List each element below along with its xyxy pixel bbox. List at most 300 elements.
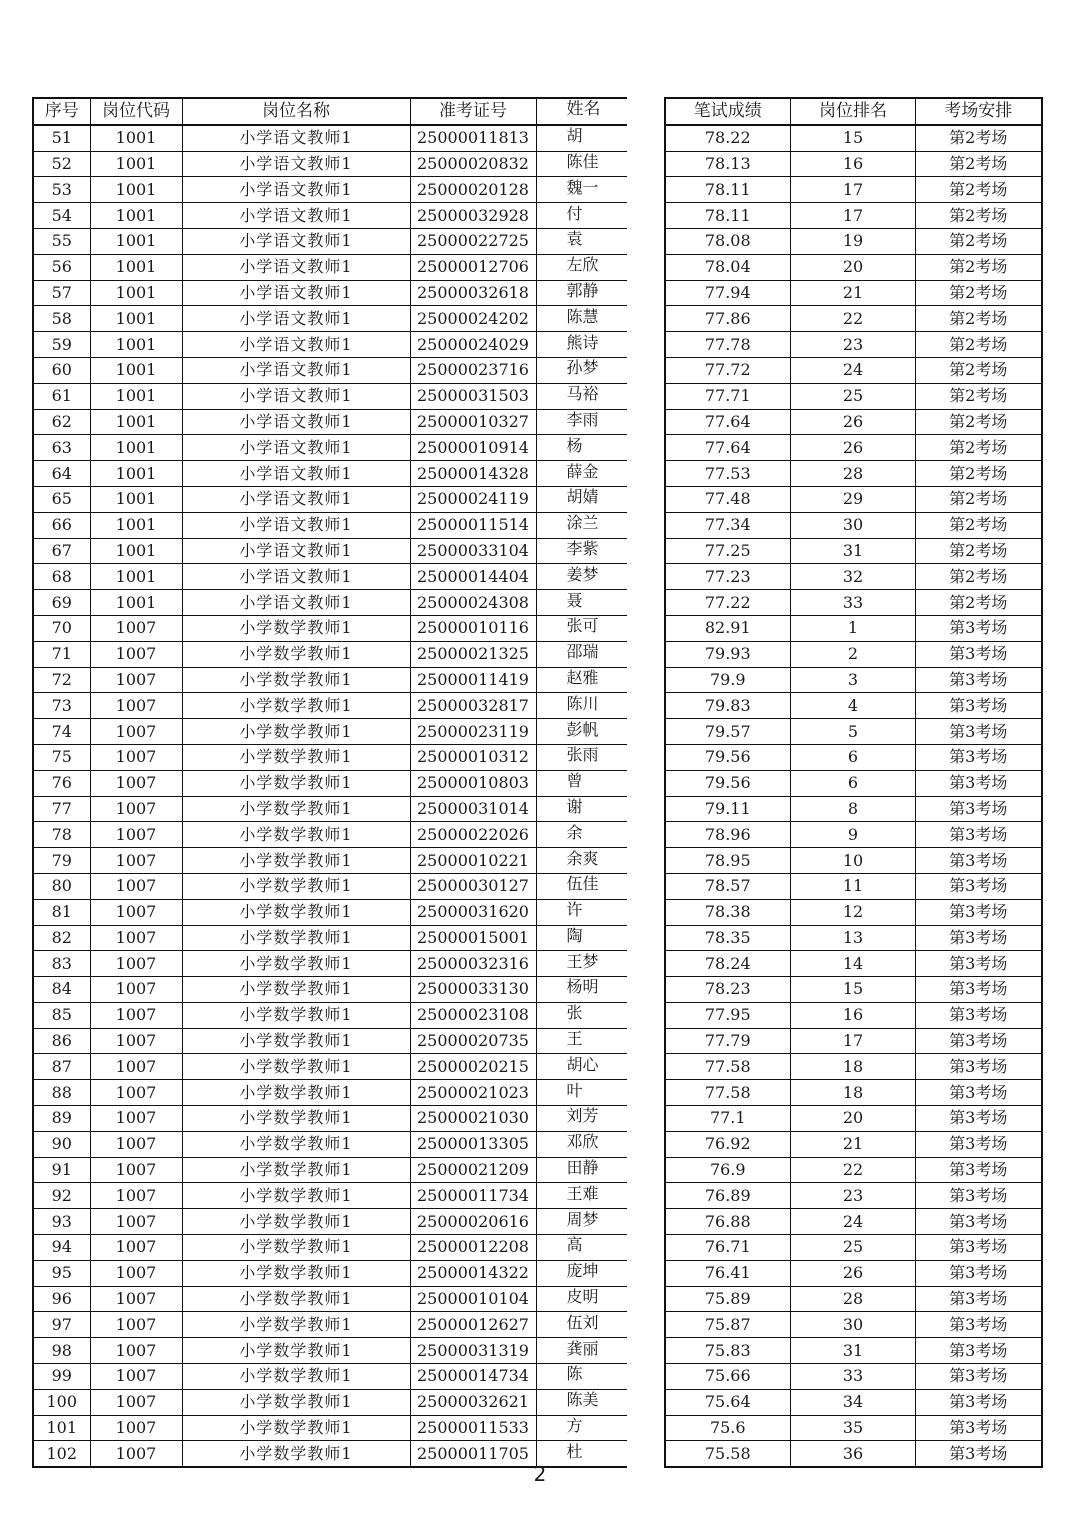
- cell-seq: 65: [33, 486, 90, 512]
- cropped-gap: [627, 977, 665, 1003]
- cell-position-rank: 18: [791, 1080, 916, 1106]
- cell-written-score: 79.11: [665, 796, 791, 822]
- cell-name: 左欣: [536, 254, 627, 280]
- cell-ticket-number: 25000032928: [410, 203, 536, 229]
- cell-position-rank: 23: [791, 1183, 916, 1209]
- cell-position-rank: 33: [791, 590, 916, 616]
- cell-exam-room: 第3考场: [916, 796, 1042, 822]
- cell-position-name: 小学语文教师1: [182, 409, 410, 435]
- cell-position-rank: 21: [791, 1131, 916, 1157]
- table-row: [33, 1389, 1042, 1415]
- cell-position-name: 小学数学教师1: [182, 1028, 410, 1054]
- cell-position-name: 小学数学教师1: [182, 796, 410, 822]
- cell-exam-room: 第3考场: [916, 873, 1042, 899]
- cell-written-score: 75.64: [665, 1389, 791, 1415]
- cell-exam-room: 第3考场: [916, 1157, 1042, 1183]
- cell-exam-room: 第3考场: [916, 1364, 1042, 1390]
- cell-position-code: 1001: [90, 357, 182, 383]
- cell-position-name: 小学数学教师1: [182, 1389, 410, 1415]
- cell-written-score: 77.79: [665, 1028, 791, 1054]
- cropped-gap: [627, 770, 665, 796]
- cell-written-score: 77.22: [665, 590, 791, 616]
- table-row: [33, 1286, 1042, 1312]
- cell-position-rank: 9: [791, 822, 916, 848]
- cell-seq: 52: [33, 151, 90, 177]
- cell-seq: 71: [33, 641, 90, 667]
- cell-seq: 55: [33, 228, 90, 254]
- cell-written-score: 76.9: [665, 1157, 791, 1183]
- table-row: [33, 280, 1042, 306]
- cell-seq: 78: [33, 822, 90, 848]
- table-row: [33, 667, 1042, 693]
- cell-name: 王梦: [536, 951, 627, 977]
- cell-ticket-number: 25000011533: [410, 1415, 536, 1441]
- cell-position-name: 小学语文教师1: [182, 435, 410, 461]
- cropped-gap: [627, 280, 665, 306]
- table-row: [33, 822, 1042, 848]
- cell-position-code: 1001: [90, 203, 182, 229]
- cell-position-rank: 4: [791, 693, 916, 719]
- cell-position-rank: 26: [791, 409, 916, 435]
- cell-exam-room: 第2考场: [916, 357, 1042, 383]
- cell-seq: 54: [33, 203, 90, 229]
- cell-position-rank: 1: [791, 615, 916, 641]
- cell-written-score: 77.23: [665, 564, 791, 590]
- cell-name: 叶: [536, 1080, 627, 1106]
- cell-position-code: 1007: [90, 1235, 182, 1261]
- cell-position-rank: 6: [791, 770, 916, 796]
- cell-position-code: 1007: [90, 899, 182, 925]
- cell-seq: 64: [33, 461, 90, 487]
- table-row: [33, 1338, 1042, 1364]
- cell-ticket-number: 25000011419: [410, 667, 536, 693]
- cropped-gap: [627, 383, 665, 409]
- cell-position-code: 1007: [90, 796, 182, 822]
- cell-position-rank: 28: [791, 1286, 916, 1312]
- cell-exam-room: 第2考场: [916, 538, 1042, 564]
- table-row: [33, 848, 1042, 874]
- cell-name: 马裕: [536, 383, 627, 409]
- cell-seq: 83: [33, 951, 90, 977]
- table-row: [33, 744, 1042, 770]
- cell-name: 许: [536, 899, 627, 925]
- cell-ticket-number: 25000033130: [410, 977, 536, 1003]
- cell-name: 陈美: [536, 1389, 627, 1415]
- cell-ticket-number: 25000023108: [410, 1002, 536, 1028]
- page-number: 2: [533, 1462, 547, 1486]
- cell-exam-room: 第3考场: [916, 1286, 1042, 1312]
- cell-position-name: 小学语文教师1: [182, 564, 410, 590]
- cell-position-rank: 8: [791, 796, 916, 822]
- cell-ticket-number: 25000010914: [410, 435, 536, 461]
- cell-position-code: 1007: [90, 822, 182, 848]
- cell-written-score: 76.88: [665, 1209, 791, 1235]
- cell-position-rank: 17: [791, 177, 916, 203]
- cell-exam-room: 第3考场: [916, 1235, 1042, 1261]
- cell-written-score: 78.04: [665, 254, 791, 280]
- cropped-gap: [627, 1312, 665, 1338]
- table-row: [33, 254, 1042, 280]
- cell-position-rank: 11: [791, 873, 916, 899]
- cell-name: 陈川: [536, 693, 627, 719]
- cell-position-code: 1001: [90, 254, 182, 280]
- cell-written-score: 76.71: [665, 1235, 791, 1261]
- cell-position-name: 小学数学教师1: [182, 615, 410, 641]
- cell-position-rank: 17: [791, 1028, 916, 1054]
- cell-ticket-number: 25000030127: [410, 873, 536, 899]
- cell-position-code: 1001: [90, 125, 182, 151]
- cell-position-name: 小学语文教师1: [182, 357, 410, 383]
- cell-written-score: 77.94: [665, 280, 791, 306]
- cell-ticket-number: 25000020616: [410, 1209, 536, 1235]
- cell-ticket-number: 25000024202: [410, 306, 536, 332]
- cell-position-rank: 26: [791, 435, 916, 461]
- cell-written-score: 79.57: [665, 719, 791, 745]
- cell-position-name: 小学数学教师1: [182, 1312, 410, 1338]
- cropped-gap: [627, 564, 665, 590]
- cell-position-rank: 16: [791, 151, 916, 177]
- cell-exam-room: 第2考场: [916, 228, 1042, 254]
- table-row: [33, 951, 1042, 977]
- cell-seq: 88: [33, 1080, 90, 1106]
- cell-position-code: 1007: [90, 1080, 182, 1106]
- cell-exam-room: 第3考场: [916, 1183, 1042, 1209]
- cropped-gap: [627, 228, 665, 254]
- cell-name: 张雨: [536, 744, 627, 770]
- cell-seq: 69: [33, 590, 90, 616]
- cell-name: 胡心: [536, 1054, 627, 1080]
- cell-ticket-number: 25000033104: [410, 538, 536, 564]
- cell-exam-room: 第3考场: [916, 1131, 1042, 1157]
- cell-position-code: 1007: [90, 719, 182, 745]
- table-row: [33, 435, 1042, 461]
- cell-exam-room: 第2考场: [916, 383, 1042, 409]
- cell-position-name: 小学语文教师1: [182, 512, 410, 538]
- cell-exam-room: 第3考场: [916, 1312, 1042, 1338]
- cell-name: 涂兰: [536, 512, 627, 538]
- cropped-gap: [627, 461, 665, 487]
- cell-position-code: 1007: [90, 925, 182, 951]
- cell-position-code: 1001: [90, 228, 182, 254]
- cell-position-code: 1001: [90, 590, 182, 616]
- cropped-gap: [627, 1183, 665, 1209]
- cell-position-name: 小学语文教师1: [182, 461, 410, 487]
- cell-position-rank: 19: [791, 228, 916, 254]
- cropped-gap: [627, 615, 665, 641]
- cell-position-rank: 20: [791, 254, 916, 280]
- cell-name: 胡婧: [536, 486, 627, 512]
- table-row: [33, 409, 1042, 435]
- cell-name: 张可: [536, 615, 627, 641]
- cropped-gap: [627, 1338, 665, 1364]
- cell-written-score: 77.78: [665, 332, 791, 358]
- cell-position-name: 小学数学教师1: [182, 951, 410, 977]
- cell-ticket-number: 25000011813: [410, 125, 536, 151]
- cell-exam-room: 第3考场: [916, 1389, 1042, 1415]
- cell-exam-room: 第3考场: [916, 1415, 1042, 1441]
- table-row: [33, 564, 1042, 590]
- table-row: [33, 461, 1042, 487]
- cell-position-code: 1007: [90, 1157, 182, 1183]
- cell-position-name: 小学数学教师1: [182, 1338, 410, 1364]
- cell-seq: 87: [33, 1054, 90, 1080]
- cell-position-code: 1007: [90, 641, 182, 667]
- header-position-rank: 岗位排名: [791, 98, 916, 125]
- cell-name: 孙梦: [536, 357, 627, 383]
- cell-exam-room: 第3考场: [916, 1106, 1042, 1132]
- cell-ticket-number: 25000014734: [410, 1364, 536, 1390]
- cell-position-code: 1007: [90, 667, 182, 693]
- table-row: [33, 719, 1042, 745]
- cell-position-name: 小学语文教师1: [182, 306, 410, 332]
- cell-written-score: 78.08: [665, 228, 791, 254]
- cell-ticket-number: 25000012706: [410, 254, 536, 280]
- cell-exam-room: 第3考场: [916, 641, 1042, 667]
- cell-position-code: 1007: [90, 1002, 182, 1028]
- cell-position-name: 小学数学教师1: [182, 719, 410, 745]
- table-row: [33, 357, 1042, 383]
- cell-exam-room: 第3考场: [916, 1002, 1042, 1028]
- table-row: [33, 1364, 1042, 1390]
- cell-position-rank: 13: [791, 925, 916, 951]
- cell-ticket-number: 25000031014: [410, 796, 536, 822]
- cell-written-score: 78.57: [665, 873, 791, 899]
- cell-position-rank: 17: [791, 203, 916, 229]
- cell-position-rank: 30: [791, 512, 916, 538]
- cell-seq: 91: [33, 1157, 90, 1183]
- cropped-gap: [627, 1235, 665, 1261]
- table-row: [33, 693, 1042, 719]
- cell-written-score: 77.34: [665, 512, 791, 538]
- cell-ticket-number: 25000012627: [410, 1312, 536, 1338]
- cell-seq: 74: [33, 719, 90, 745]
- cell-exam-room: 第3考场: [916, 925, 1042, 951]
- cropped-gap: [627, 590, 665, 616]
- cell-seq: 99: [33, 1364, 90, 1390]
- cell-seq: 97: [33, 1312, 90, 1338]
- cell-exam-room: 第3考场: [916, 615, 1042, 641]
- cell-exam-room: 第3考场: [916, 744, 1042, 770]
- cropped-gap: [627, 951, 665, 977]
- cell-exam-room: 第3考场: [916, 1054, 1042, 1080]
- cell-position-code: 1007: [90, 977, 182, 1003]
- cropped-gap: [627, 409, 665, 435]
- cell-written-score: 77.64: [665, 409, 791, 435]
- cell-position-code: 1001: [90, 332, 182, 358]
- cell-seq: 58: [33, 306, 90, 332]
- cell-position-name: 小学数学教师1: [182, 873, 410, 899]
- cell-seq: 76: [33, 770, 90, 796]
- cell-position-code: 1007: [90, 848, 182, 874]
- cell-position-name: 小学数学教师1: [182, 1235, 410, 1261]
- cell-seq: 95: [33, 1260, 90, 1286]
- cell-written-score: 79.56: [665, 770, 791, 796]
- cell-position-code: 1001: [90, 306, 182, 332]
- cell-position-code: 1001: [90, 538, 182, 564]
- cell-name: 曾: [536, 770, 627, 796]
- cell-position-name: 小学数学教师1: [182, 899, 410, 925]
- table-header: [33, 98, 1042, 125]
- table-row: [33, 977, 1042, 1003]
- cell-name: 郭静: [536, 280, 627, 306]
- table-row: [33, 1235, 1042, 1261]
- cell-ticket-number: 25000021325: [410, 641, 536, 667]
- cell-written-score: 76.41: [665, 1260, 791, 1286]
- header-seq: 序号: [33, 98, 90, 125]
- cell-position-rank: 22: [791, 1157, 916, 1183]
- cropped-gap: [627, 925, 665, 951]
- cell-name: 聂: [536, 590, 627, 616]
- cropped-gap: [627, 848, 665, 874]
- cell-ticket-number: 25000020215: [410, 1054, 536, 1080]
- cell-exam-room: 第3考场: [916, 951, 1042, 977]
- cropped-gap: [627, 1415, 665, 1441]
- cell-position-name: 小学数学教师1: [182, 1002, 410, 1028]
- cropped-gap: [627, 332, 665, 358]
- cell-ticket-number: 25000010221: [410, 848, 536, 874]
- cell-name: 陈佳: [536, 151, 627, 177]
- cell-exam-room: 第2考场: [916, 151, 1042, 177]
- cell-seq: 62: [33, 409, 90, 435]
- cell-seq: 101: [33, 1415, 90, 1441]
- cell-seq: 84: [33, 977, 90, 1003]
- cell-position-name: 小学数学教师1: [182, 641, 410, 667]
- cell-exam-room: 第2考场: [916, 203, 1042, 229]
- cell-name: 周梦: [536, 1209, 627, 1235]
- cropped-gap: [627, 1028, 665, 1054]
- cell-seq: 94: [33, 1235, 90, 1261]
- cell-name: 皮明: [536, 1286, 627, 1312]
- cell-position-name: 小学数学教师1: [182, 1106, 410, 1132]
- cell-seq: 56: [33, 254, 90, 280]
- cell-exam-room: 第2考场: [916, 486, 1042, 512]
- header-name: 姓名: [536, 98, 627, 125]
- table-row: [33, 641, 1042, 667]
- cell-ticket-number: 25000031503: [410, 383, 536, 409]
- cropped-gap: [627, 357, 665, 383]
- cropped-gap: [627, 1364, 665, 1390]
- cropped-gap: [627, 486, 665, 512]
- cell-position-code: 1007: [90, 1312, 182, 1338]
- cropped-gap: [627, 538, 665, 564]
- cell-position-code: 1007: [90, 1054, 182, 1080]
- cell-name: 伍刘: [536, 1312, 627, 1338]
- cell-exam-room: 第2考场: [916, 332, 1042, 358]
- cell-seq: 100: [33, 1389, 90, 1415]
- cell-exam-room: 第3考场: [916, 719, 1042, 745]
- cell-name: 彭帆: [536, 719, 627, 745]
- cell-position-code: 1007: [90, 1364, 182, 1390]
- cell-position-name: 小学数学教师1: [182, 1157, 410, 1183]
- table-row: [33, 1209, 1042, 1235]
- cell-name: 邓欣: [536, 1131, 627, 1157]
- cropped-gap: [627, 1054, 665, 1080]
- cell-written-score: 76.92: [665, 1131, 791, 1157]
- cropped-gap: [627, 873, 665, 899]
- cell-exam-room: 第3考场: [916, 1209, 1042, 1235]
- cell-written-score: 78.11: [665, 203, 791, 229]
- cell-position-rank: 32: [791, 564, 916, 590]
- cropped-gap: [627, 667, 665, 693]
- cell-seq: 81: [33, 899, 90, 925]
- cropped-gap: [627, 254, 665, 280]
- cell-position-code: 1007: [90, 1338, 182, 1364]
- cell-position-code: 1007: [90, 1028, 182, 1054]
- cell-name: 余爽: [536, 848, 627, 874]
- cell-name: 熊诗: [536, 332, 627, 358]
- cell-ticket-number: 25000013305: [410, 1131, 536, 1157]
- table-row: [33, 1080, 1042, 1106]
- cell-position-name: 小学数学教师1: [182, 977, 410, 1003]
- cell-name: 张: [536, 1002, 627, 1028]
- cropped-gap: [627, 744, 665, 770]
- cell-position-rank: 35: [791, 1415, 916, 1441]
- cell-position-code: 1007: [90, 1106, 182, 1132]
- table-row: [33, 486, 1042, 512]
- table-row: [33, 925, 1042, 951]
- cell-ticket-number: 25000021209: [410, 1157, 536, 1183]
- cell-written-score: 77.58: [665, 1054, 791, 1080]
- cell-exam-room: 第2考场: [916, 409, 1042, 435]
- cell-seq: 79: [33, 848, 90, 874]
- cell-position-code: 1007: [90, 744, 182, 770]
- cropped-gap: [627, 1209, 665, 1235]
- exam-score-table: [32, 97, 1043, 1468]
- table-row: [33, 770, 1042, 796]
- cell-position-name: 小学数学教师1: [182, 667, 410, 693]
- cell-position-name: 小学语文教师1: [182, 125, 410, 151]
- cell-ticket-number: 25000010116: [410, 615, 536, 641]
- cell-seq: 92: [33, 1183, 90, 1209]
- cell-position-name: 小学数学教师1: [182, 744, 410, 770]
- cropped-gap: [627, 796, 665, 822]
- cell-ticket-number: 25000014404: [410, 564, 536, 590]
- cell-seq: 77: [33, 796, 90, 822]
- cell-ticket-number: 25000020128: [410, 177, 536, 203]
- cell-exam-room: 第2考场: [916, 590, 1042, 616]
- cell-written-score: 78.95: [665, 848, 791, 874]
- cell-position-rank: 22: [791, 306, 916, 332]
- cell-ticket-number: 25000023716: [410, 357, 536, 383]
- cropped-gap: [627, 1131, 665, 1157]
- cell-position-code: 1001: [90, 512, 182, 538]
- table-row: [33, 383, 1042, 409]
- cell-position-code: 1007: [90, 615, 182, 641]
- cell-seq: 90: [33, 1131, 90, 1157]
- cell-exam-room: 第2考场: [916, 564, 1042, 590]
- table-row: [33, 1312, 1042, 1338]
- cell-name: 杨: [536, 435, 627, 461]
- cell-position-name: 小学数学教师1: [182, 848, 410, 874]
- cell-position-rank: 16: [791, 1002, 916, 1028]
- cell-ticket-number: 25000011734: [410, 1183, 536, 1209]
- cell-written-score: 75.66: [665, 1364, 791, 1390]
- cell-position-name: 小学数学教师1: [182, 1286, 410, 1312]
- header-exam-room: 考场安排: [916, 98, 1042, 125]
- cell-written-score: 75.83: [665, 1338, 791, 1364]
- cell-exam-room: 第3考场: [916, 822, 1042, 848]
- header-position-name: 岗位名称: [182, 98, 410, 125]
- cell-name: 高: [536, 1235, 627, 1261]
- cell-ticket-number: 25000032316: [410, 951, 536, 977]
- cell-exam-room: 第2考场: [916, 125, 1042, 151]
- cell-seq: 93: [33, 1209, 90, 1235]
- cell-position-rank: 2: [791, 641, 916, 667]
- cell-position-code: 1001: [90, 383, 182, 409]
- cell-exam-room: 第2考场: [916, 306, 1042, 332]
- cell-position-name: 小学语文教师1: [182, 254, 410, 280]
- cell-name: 付: [536, 203, 627, 229]
